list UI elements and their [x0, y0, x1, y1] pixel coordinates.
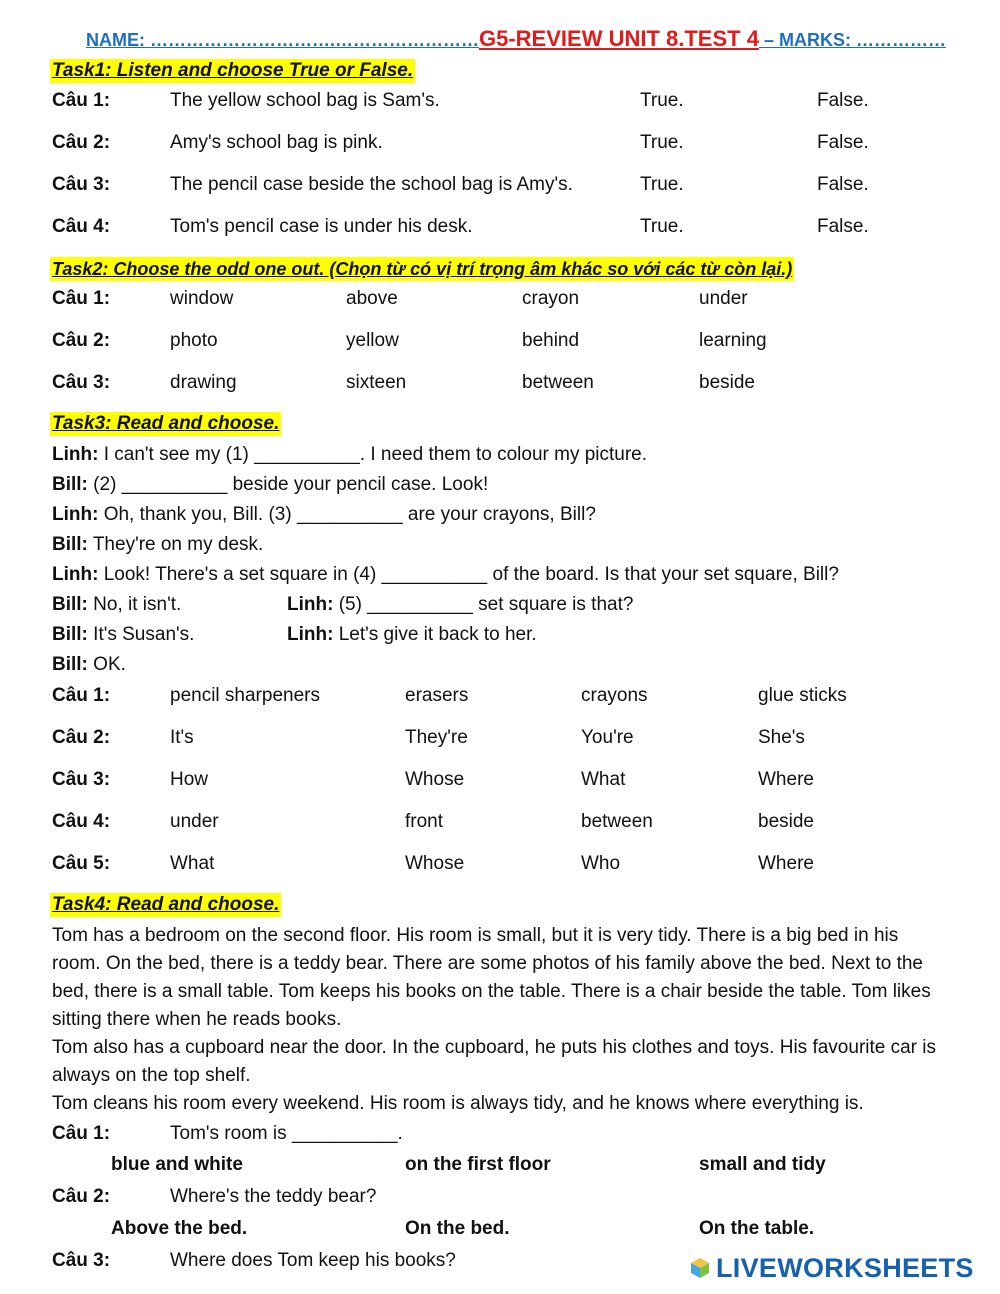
task2-q2-opt-a[interactable]: photo — [170, 330, 218, 351]
speaker: Bill: — [52, 654, 88, 675]
task4-q2-opt-c[interactable]: On the table. — [699, 1218, 815, 1239]
task4-q3-label: Câu 3: — [52, 1250, 111, 1271]
task3-q3-opt-d[interactable]: Where — [758, 769, 814, 790]
task3-q4-opt-d[interactable]: beside — [758, 811, 814, 832]
task3-q5-label: Câu 5: — [52, 853, 111, 874]
speaker: Bill: — [52, 624, 88, 645]
task3-q5-opt-b[interactable]: Whose — [405, 853, 465, 874]
task3-q1-opt-d[interactable]: glue sticks — [758, 685, 847, 706]
speaker: Linh: — [287, 594, 334, 615]
dialogue-line-7 — [52, 623, 194, 647]
cube-logo-icon — [690, 1257, 710, 1279]
task3-q5-opt-d[interactable]: Where — [758, 853, 814, 874]
task3-q3-opt-a[interactable]: How — [170, 769, 209, 790]
task1-q3-text: The pencil case beside the school bag is Amy's. — [170, 174, 573, 195]
task2-q2-opt-d[interactable]: learning — [699, 330, 767, 351]
task1-q2-label: Câu 2: — [52, 132, 111, 153]
task4-q1-text: Tom's room is __________. — [170, 1123, 403, 1144]
task2-q1-label: Câu 1: — [52, 288, 111, 309]
line-text: It's Susan's. — [87, 624, 195, 645]
task3-q3-label: Câu 3: — [52, 769, 111, 790]
task2-q2-opt-b[interactable]: yellow — [346, 330, 399, 351]
task1-q4-label: Câu 4: — [52, 216, 111, 237]
task3-q2-opt-c[interactable]: You're — [581, 727, 634, 748]
speaker: Linh: — [287, 624, 334, 645]
task1-q3-false[interactable]: False. — [817, 174, 869, 195]
task3-q2-opt-b[interactable]: They're — [405, 727, 468, 748]
task4-q1-label: Câu 1: — [52, 1123, 111, 1144]
dialogue-line-3 — [52, 503, 596, 527]
line-text: I can't see my (1) __________. I need them to colour my picture. — [98, 444, 648, 465]
task1-q2-false[interactable]: False. — [817, 132, 869, 153]
task2-q3-opt-b[interactable]: sixteen — [346, 372, 407, 393]
task3-q2-label: Câu 2: — [52, 727, 111, 748]
task1-q4-true[interactable]: True. — [640, 216, 684, 237]
task4-q1-opt-c[interactable]: small and tidy — [699, 1154, 826, 1175]
task3-q4-opt-a[interactable]: under — [170, 811, 219, 832]
task3-q1-label: Câu 1: — [52, 685, 111, 706]
line-text: OK. — [87, 654, 126, 675]
task4-q2-label: Câu 2: — [52, 1186, 111, 1207]
task1-q4-false[interactable]: False. — [817, 216, 869, 237]
dialogue-line-4 — [52, 533, 263, 557]
task1-title: Task1: Listen and choose True or False. — [52, 60, 414, 81]
task2-q1-opt-c[interactable]: crayon — [522, 288, 580, 309]
task2-q1-opt-a[interactable]: window — [170, 288, 234, 309]
task1-q1-label: Câu 1: — [52, 90, 111, 111]
task3-q2-opt-a[interactable]: It's — [170, 727, 194, 748]
task3-q2-opt-d[interactable]: She's — [758, 727, 805, 748]
task3-q4-opt-c[interactable]: between — [581, 811, 653, 832]
line-text: Oh, thank you, Bill. (3) __________ are your crayons, Bill? — [98, 504, 596, 525]
dialogue-line-2 — [52, 473, 488, 497]
task2-q3-opt-d[interactable]: beside — [699, 372, 755, 393]
line-text: (5) __________ set square is that? — [333, 594, 634, 615]
task3-q3-opt-b[interactable]: Whose — [405, 769, 465, 790]
task4-q3-text: Where does Tom keep his books? — [170, 1250, 456, 1271]
task3-title: Task3: Read and choose. — [52, 413, 280, 434]
liveworksheets-logo — [690, 1253, 974, 1284]
line-text: (2) __________ beside your pencil case. Look! — [87, 474, 489, 495]
reading-paragraph-3: Tom cleans his room every weekend. His room is always tidy, and he knows where everything is. — [52, 1093, 864, 1114]
task1-q1-true[interactable]: True. — [640, 90, 684, 111]
dialogue-line-7b — [287, 623, 537, 647]
task2-q2-label: Câu 2: — [52, 330, 111, 351]
speaker: Bill: — [52, 534, 88, 555]
task4-q1-opt-a[interactable]: blue and white — [111, 1154, 243, 1175]
task3-q4-opt-b[interactable]: front — [405, 811, 444, 832]
reading-paragraph-1: Tom has a bedroom on the second floor. His room is small, but it is very tidy. There is a big bed in his room. On the bed, there is a teddy bear. There are some photos of his family above the bed. Next to the bed, there is a small table. Tom keeps his books on the table. There is a chair beside the table. Tom likes sitting there when he reads books. — [52, 925, 931, 1030]
task1-q4-text: Tom's pencil case is under his desk. — [170, 216, 473, 237]
task1-q2-true[interactable]: True. — [640, 132, 684, 153]
task4-q2-opt-b[interactable]: On the bed. — [405, 1218, 510, 1239]
reading-paragraph-2: Tom also has a cupboard near the door. In the cupboard, he puts his clothes and toys. His favourite car is always on the top shelf. — [52, 1037, 937, 1086]
task1-q3-label: Câu 3: — [52, 174, 111, 195]
dialogue-line-6b — [287, 593, 633, 617]
name-field: NAME: ………………………….…………………… — [86, 30, 479, 50]
dialogue-line-8 — [52, 653, 126, 677]
task2-q3-label: Câu 3: — [52, 372, 111, 393]
task1-q1-text: The yellow school bag is Sam's. — [170, 90, 440, 111]
task4-title: Task4: Read and choose. — [52, 894, 280, 915]
speaker: Linh: — [52, 504, 99, 525]
marks-field: – MARKS: …………… — [758, 30, 946, 50]
task1-q3-true[interactable]: True. — [640, 174, 684, 195]
speaker: Bill: — [52, 594, 88, 615]
dialogue-line-6 — [52, 593, 181, 617]
task4-q2-text: Where's the teddy bear? — [170, 1186, 377, 1207]
line-text: Look! There's a set square in (4) __________ of the board. Is that your set square, Bill? — [98, 564, 839, 585]
logo-text: LIVEWORKSHEETS — [716, 1253, 974, 1283]
task3-q5-opt-a[interactable]: What — [170, 853, 215, 874]
task2-q1-opt-b[interactable]: above — [346, 288, 398, 309]
task2-q3-opt-c[interactable]: between — [522, 372, 594, 393]
task3-q5-opt-c[interactable]: Who — [581, 853, 621, 874]
task3-q4-label: Câu 4: — [52, 811, 111, 832]
line-text: They're on my desk. — [87, 534, 264, 555]
speaker: Linh: — [52, 444, 99, 465]
task2-q1-opt-d[interactable]: under — [699, 288, 748, 309]
task3-q1-opt-b[interactable]: erasers — [405, 685, 469, 706]
header — [86, 27, 946, 52]
task4-q2-opt-a[interactable]: Above the bed. — [111, 1218, 248, 1239]
line-text: Let's give it back to her. — [333, 624, 537, 645]
worksheet-title: G5-REVIEW UNIT 8.TEST 4 — [479, 26, 759, 51]
task1-q2-text: Amy's school bag is pink. — [170, 132, 383, 153]
task2-q3-opt-a[interactable]: drawing — [170, 372, 237, 393]
task1-q1-false[interactable]: False. — [817, 90, 869, 111]
task2-title: Task2: Choose the odd one out. (Chọn từ có vị trí trọng âm khác so với các từ còn lại.) — [52, 259, 793, 279]
task4-q1-opt-b[interactable]: on the first floor — [405, 1154, 551, 1175]
speaker: Bill: — [52, 474, 88, 495]
speaker: Linh: — [52, 564, 99, 585]
dialogue-line-5 — [52, 563, 839, 587]
dialogue-line-1 — [52, 443, 647, 467]
task3-q1-opt-c[interactable]: crayons — [581, 685, 648, 706]
task2-q2-opt-c[interactable]: behind — [522, 330, 580, 351]
task3-q3-opt-c[interactable]: What — [581, 769, 626, 790]
line-text: No, it isn't. — [87, 594, 182, 615]
task3-q1-opt-a[interactable]: pencil sharpeners — [170, 685, 320, 706]
